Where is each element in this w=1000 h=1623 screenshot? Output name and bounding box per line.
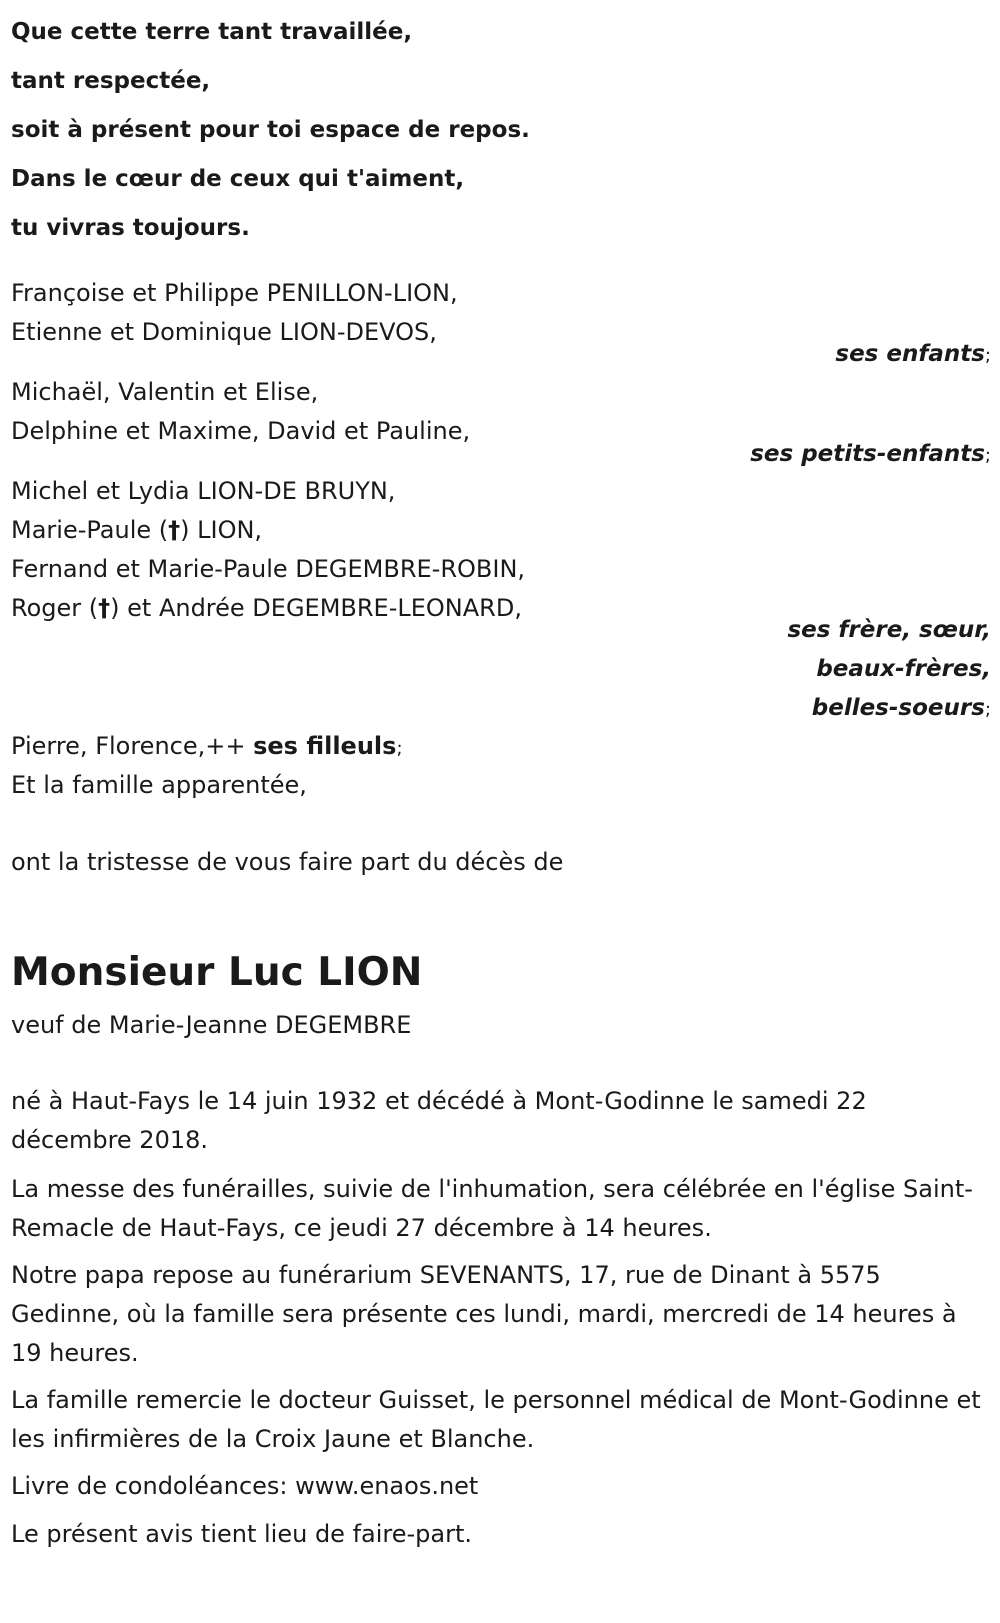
sibling-name-part: ) et Andrée DEGEMBRE-LEONARD, <box>110 594 522 622</box>
relation-children <box>835 335 991 375</box>
relation-label: ses enfants <box>835 341 985 367</box>
poem-line: tant respectée, <box>11 68 211 94</box>
sibling-name-line: Fernand et Marie-Paule DEGEMBRE-ROBIN, <box>11 555 526 583</box>
relation-siblings-line: ses frère, sœur, <box>787 617 991 643</box>
children-name-line: Françoise et Philippe PENILLON-LION, <box>11 279 458 307</box>
poem-line: soit à présent pour toi espace de repos. <box>11 117 530 143</box>
relation-grandchildren <box>750 435 991 475</box>
funeral-paragraph: La messe des funérailles, suivie de l'inhumation, sera célébrée en l'église Saint-Remacle de Haut-Fays, ce jeudi 27 décembre à 14 heures. <box>11 1175 973 1242</box>
poem <box>11 8 530 253</box>
birth-death-paragraph: né à Haut-Fays le 14 juin 1932 et décédé à Mont-Godinne le samedi 22 décembre 2018. <box>11 1087 867 1154</box>
relation-punct: ; <box>984 345 991 366</box>
relation-label: belles-soeurs <box>811 695 985 721</box>
children-name-line: Etienne et Dominique LION-DEVOS, <box>11 318 437 346</box>
sibling-name-line: Michel et Lydia LION-DE BRUYN, <box>11 477 396 505</box>
relation-godchildren: ses filleuls <box>253 732 397 760</box>
godchildren-line <box>11 727 403 768</box>
relation-punct: ; <box>396 738 403 759</box>
cross-icon: † <box>168 516 181 544</box>
announcement: ont la tristesse de vous faire part du décès de <box>11 848 564 876</box>
cross-icon: † <box>98 594 111 622</box>
relation-label: ses petits-enfants <box>750 441 985 467</box>
deceased-name: Monsieur Luc LION <box>11 950 423 995</box>
relation-punct: ; <box>984 445 991 466</box>
family-line: Et la famille apparentée, <box>11 771 307 799</box>
relation-punct: ; <box>984 699 991 720</box>
sibling-name-line <box>11 589 522 628</box>
poem-line: Dans le cœur de ceux qui t'aiment, <box>11 166 465 192</box>
relation-siblings-line <box>812 689 991 729</box>
poem-line: tu vivras toujours. <box>11 215 250 241</box>
sibling-name-line <box>11 511 262 550</box>
poem-line: Que cette terre tant travaillée, <box>11 19 413 45</box>
sibling-name-part: ) LION, <box>180 516 263 544</box>
widower-line: veuf de Marie-Jeanne DEGEMBRE <box>11 1011 412 1039</box>
notice-line: Le présent avis tient lieu de faire-part. <box>11 1520 473 1548</box>
condolences-line: Livre de condoléances: www.enaos.net <box>11 1472 479 1500</box>
funerarium-paragraph: Notre papa repose au funérarium SEVENANTS, 17, rue de Dinant à 5575 Gedinne, où la famille sera présente ces lundi, mardi, mercredi de 14 heures à 19 heures. <box>11 1261 957 1367</box>
relation-siblings-line: beaux-frères, <box>816 656 991 682</box>
sibling-name-part: Roger ( <box>11 594 99 622</box>
grandchildren-name-line: Delphine et Maxime, David et Pauline, <box>11 417 471 445</box>
thanks-paragraph: La famille remercie le docteur Guisset, le personnel médical de Mont-Godinne et les infirmières de la Croix Jaune et Blanche. <box>11 1386 981 1453</box>
grandchildren-name-line: Michaël, Valentin et Elise, <box>11 378 319 406</box>
godchildren-names: Pierre, Florence,++ <box>11 732 254 760</box>
sibling-name-part: Marie-Paule ( <box>11 516 169 544</box>
